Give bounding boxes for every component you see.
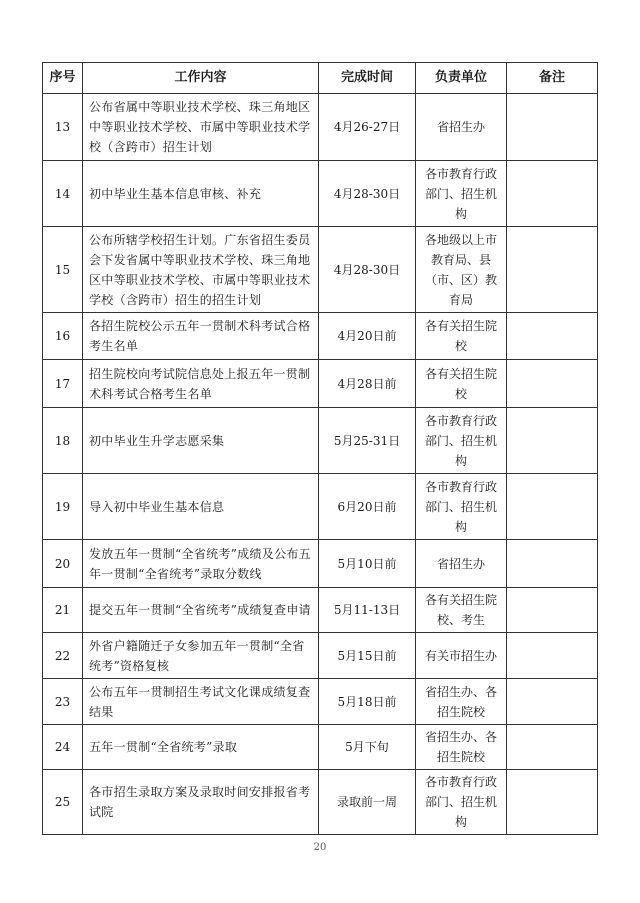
- row-unit: 省招生办、各招生院校: [416, 725, 507, 770]
- row-time: 5月11-13日: [319, 588, 416, 633]
- row-time: 4月28-30日: [319, 161, 416, 227]
- row-time: 录取前一周: [319, 770, 416, 835]
- row-content: 发放五年一贯制“全省统考”成绩及公布五年一贯制“全省统考”录取分数线: [83, 540, 319, 588]
- table-row: [43, 94, 598, 161]
- table-row: [43, 474, 598, 540]
- table-row: [43, 408, 598, 474]
- table-row: [43, 588, 598, 633]
- row-note: [507, 474, 598, 540]
- row-unit: 各市教育行政部门、招生机构: [416, 770, 507, 835]
- row-num: 20: [43, 540, 83, 588]
- schedule-table: [42, 62, 598, 835]
- row-time: 5月下旬: [319, 725, 416, 770]
- page-number: 20: [313, 842, 327, 853]
- row-note: [507, 633, 598, 679]
- row-unit: 各市教育行政部门、招生机构: [416, 474, 507, 540]
- row-time: 4月26-27日: [319, 94, 416, 161]
- row-num: 14: [43, 161, 83, 227]
- row-note: [507, 94, 598, 161]
- row-content: 初中毕业生升学志愿采集: [83, 408, 319, 474]
- row-content: 公布省属中等职业技术学校、珠三角地区中等职业技术学校、市属中等职业技术学校（含跨市）招生计划: [83, 94, 319, 161]
- row-note: [507, 360, 598, 408]
- header-num: 序号: [43, 63, 83, 94]
- row-note: [507, 408, 598, 474]
- header-note: 备注: [507, 63, 598, 94]
- row-unit: 各有关招生院校: [416, 360, 507, 408]
- table-row: [43, 360, 598, 408]
- row-num: 23: [43, 679, 83, 725]
- row-time: 4月28-30日: [319, 227, 416, 313]
- row-note: [507, 227, 598, 313]
- row-num: 15: [43, 227, 83, 313]
- row-num: 18: [43, 408, 83, 474]
- row-content: 各市招生录取方案及录取时间安排报省考试院: [83, 770, 319, 835]
- row-num: 24: [43, 725, 83, 770]
- row-content: 提交五年一贯制“全省统考”成绩复查申请: [83, 588, 319, 633]
- table-row: [43, 770, 598, 835]
- table-row: [43, 540, 598, 588]
- row-unit: 有关市招生办: [416, 633, 507, 679]
- row-unit: 省招生办: [416, 540, 507, 588]
- row-unit: 各地级以上市教育局、县（市、区）教育局: [416, 227, 507, 313]
- row-unit: 各有关招生院校: [416, 313, 507, 360]
- row-content: 五年一贯制“全省统考”录取: [83, 725, 319, 770]
- row-note: [507, 313, 598, 360]
- row-time: 6月20日前: [319, 474, 416, 540]
- header-content: 工作内容: [83, 63, 319, 94]
- row-num: 17: [43, 360, 83, 408]
- row-num: 19: [43, 474, 83, 540]
- row-unit: 各市教育行政部门、招生机构: [416, 161, 507, 227]
- row-time: 5月25-31日: [319, 408, 416, 474]
- table-row: [43, 227, 598, 313]
- row-note: [507, 770, 598, 835]
- row-content: 招生院校向考试院信息处上报五年一贯制术科考试合格考生名单: [83, 360, 319, 408]
- row-time: 4月20日前: [319, 313, 416, 360]
- row-content: 初中毕业生基本信息审核、补充: [83, 161, 319, 227]
- row-num: 22: [43, 633, 83, 679]
- row-unit: 省招生办、各招生院校: [416, 679, 507, 725]
- row-unit: 各有关招生院校、考生: [416, 588, 507, 633]
- row-note: [507, 588, 598, 633]
- row-content: 导入初中毕业生基本信息: [83, 474, 319, 540]
- header-row: [43, 63, 598, 94]
- table-row: [43, 633, 598, 679]
- row-time: 5月10日前: [319, 540, 416, 588]
- row-content: 各招生院校公示五年一贯制术科考试合格考生名单: [83, 313, 319, 360]
- row-num: 25: [43, 770, 83, 835]
- row-note: [507, 679, 598, 725]
- table-row: [43, 313, 598, 360]
- row-time: 5月18日前: [319, 679, 416, 725]
- row-num: 13: [43, 94, 83, 161]
- row-content: 公布所辖学校招生计划。广东省招生委员会下发省属中等职业技术学校、珠三角地区中等职业技术学校、市属中等职业技术学校（含跨市）招生的招生计划: [83, 227, 319, 313]
- row-unit: 省招生办: [416, 94, 507, 161]
- row-time: 4月28日前: [319, 360, 416, 408]
- table-row: [43, 725, 598, 770]
- row-num: 16: [43, 313, 83, 360]
- row-content: 公布五年一贯制招生考试文化课成绩复查结果: [83, 679, 319, 725]
- row-note: [507, 725, 598, 770]
- table-row: [43, 161, 598, 227]
- row-unit: 各市教育行政部门、招生机构: [416, 408, 507, 474]
- row-time: 5月15日前: [319, 633, 416, 679]
- header-time: 完成时间: [319, 63, 416, 94]
- row-content: 外省户籍随迁子女参加五年一贯制“全省统考”资格复核: [83, 633, 319, 679]
- row-note: [507, 540, 598, 588]
- table-row: [43, 679, 598, 725]
- row-num: 21: [43, 588, 83, 633]
- row-note: [507, 161, 598, 227]
- header-unit: 负责单位: [416, 63, 507, 94]
